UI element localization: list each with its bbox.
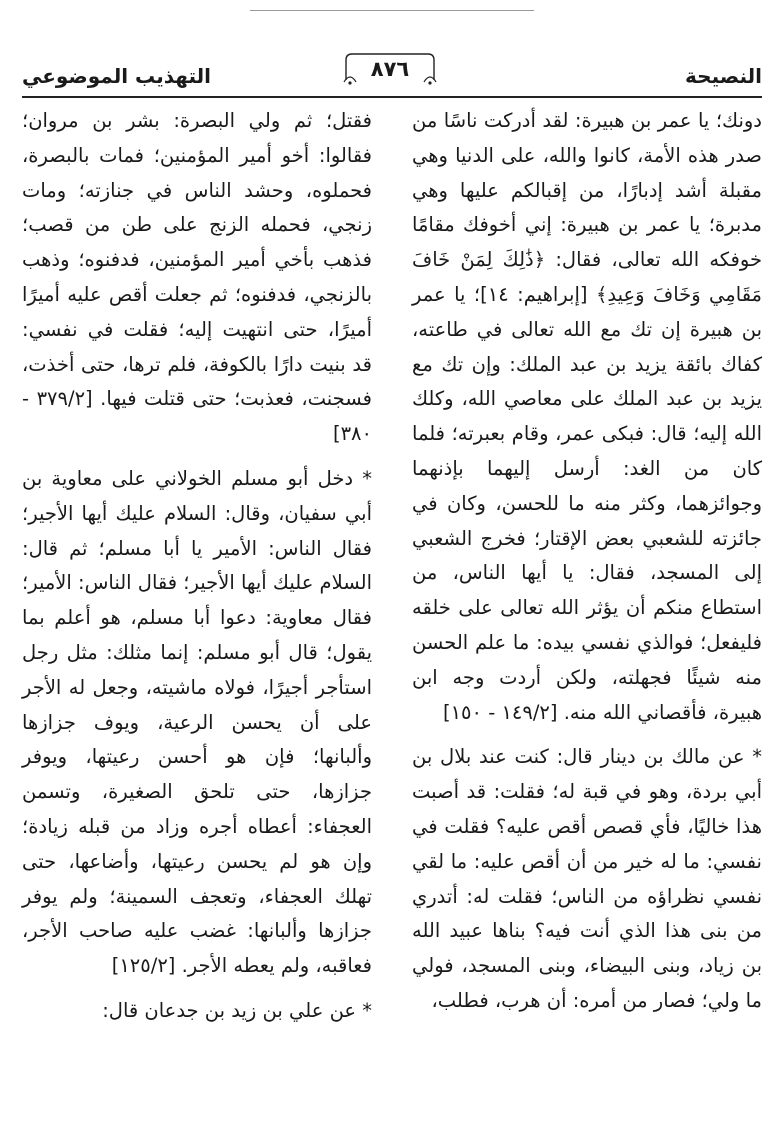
paragraph: * عن مالك بن دينار قال: كنت عند بلال بن أبي بردة، وهو في قبة له؛ فقلت: قد أصبت هذا خاليًا، فأي قصص أقص عليه؟ فقلت في نفسي: ما له خير من أن أقص عليه: ما لقي نفسي نظراؤه من الناس؛ فقلت له: أتدري من بنى هذا الذي أنت فيه؟ بناها عبيد الله بن زياد، وبنى البيضاء، وبنى المسجد، فولي ما ولي؛ فصار من أمره: أن هرب، فطلب،: [412, 745, 762, 1012]
header-divider: [22, 96, 762, 98]
right-column: [412, 104, 762, 1019]
page-number: ٨٧٦: [370, 57, 410, 81]
paragraph: فقتل؛ ثم ولي البصرة: بشر بن مروان؛ فقالوا: أخو أمير المؤمنين؛ فمات بالبصرة، فحملوه، وحشد الناس في جنازته؛ ومات زنجي، فحمله الزنج على طن من قصب؛ فذهب بأخي أمير المؤمنين، فدفنوه؛ وذهب بالزنجي، فدفنوه؛ ثم جعلت أقص عليه أميرًا أميرًا، حتى انتهيت إليه؛ فقلت في نفسي: قد بنيت دارًا بالكوفة، فلم ترها، حتى أخذت، فسجنت، فعذبت؛ حتى قتلت فيها. [٣٧٩/٢ - ٣٨٠]: [22, 109, 372, 446]
top-decorative-rule: [250, 10, 534, 11]
paragraph: * دخل أبو مسلم الخولاني على معاوية بن أبي سفيان، وقال: السلام عليك أيها الأجير؛ فقال الناس: الأمير يا أبا مسلم؛ ثم قال: السلام عليك أيها الأجير؛ فقال الناس: الأمير؛ فقال معاوية: دعوا أبا مسلم، هو أعلم بما يقول؛ قال أبو مسلم: إنما مثلك: مثل رجل استأجر أجيرًا، فولاه ماشيته، وجعل له الأجر على أن يحسن الرعية، ويوف جزازها وألبانها؛ فإن هو أحسن رعيتها، ويوفر جزازها، حتى تلحق الصغيرة، وتسمن العجفاء: أعطاه أجره وزاد من قبله زيادة؛ وإن هو لم يحسن رعيتها، وأضاعها، حتى تهلك العجفاء، وتعجف السمينة؛ ولم يوفر جزازها وألبانها: غضب عليه صاحب الأجر، فعاقبه، ولم يعطه الأجر. [١٢٥/٢]: [22, 466, 372, 978]
paragraph: دونك؛ يا عمر بن هبيرة: لقد أدركت ناسًا من صدر هذه الأمة، كانوا والله، على الدنيا وهي مقبلة أشد إدبارًا، من إقبالكم عليها وهي مدبرة؛ يا عمر بن هبيرة: إني أخوفك مقامًا خوفكه الله تعالى، فقال: ﴿ذَٰلِكَ لِمَنْ خَافَ مَقَامِي وَخَافَ وَعِيدِ﴾ [إبراهيم: ١٤]؛ يا عمر بن هبيرة إن تك مع الله تعالى في طاعته، كفاك بائقة يزيد بن عبد الملك: وإن تك مع يزيد بن عبد الملك على معاصي الله، وكلك الله إليه؛ قال: فبكى عمر، وقام بعبرته؛ فلما كان من الغد: أرسل إليهما بإذنهما وجوائزهما، وكثر منه ما للحسن، وكان في جائزته للشعبي بعض الإقتار؛ فخرج الشعبي إلى المسجد، فقال: يا أيها الناس، من استطاع منكم أن يؤثر الله تعالى على خلقه فليفعل؛ فوالذي نفسي بيده: ما علم الحسن منه شيئًا فجهلته، ولكن أردت وجه ابن هبيرة، فأقصاني الله منه. [١٤٩/٢ - ١٥٠]: [412, 109, 763, 724]
left-column: [22, 104, 372, 1029]
page-header: [22, 50, 762, 94]
chapter-title: النصيحة: [685, 64, 762, 88]
page-number-frame: [342, 50, 438, 86]
book-title: التهذيب الموضوعي: [22, 64, 212, 88]
paragraph: * عن علي بن زيد بن جدعان قال:: [102, 998, 372, 1022]
